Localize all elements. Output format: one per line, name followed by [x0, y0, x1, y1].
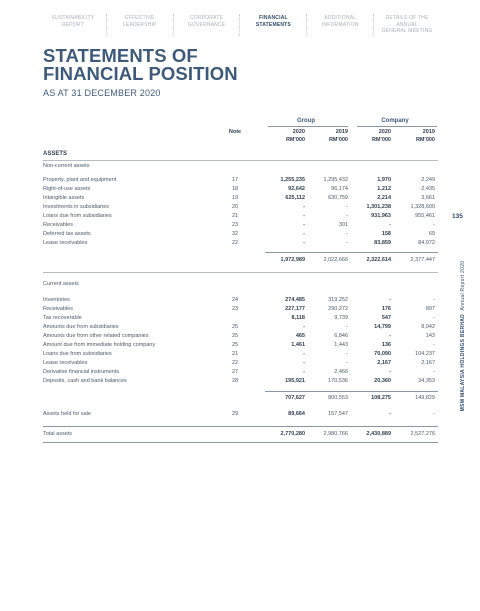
group-2019-value: 170,536: [328, 378, 348, 384]
group-2020-value: 89,664: [288, 411, 305, 417]
company-header-rule: [357, 126, 437, 127]
group-2019-value: 157,547: [328, 411, 348, 417]
company-2019-value: 143: [425, 333, 435, 339]
company-2019-value: 3,661: [421, 195, 435, 201]
company-2020-value: -: [389, 369, 391, 375]
group-2020-value: -: [303, 351, 305, 357]
table-row: [43, 221, 438, 229]
row-label: Amounts due from other related companies: [43, 333, 149, 339]
company-2020-value: 931,963: [371, 213, 391, 219]
company-2020-value: 14,799: [374, 324, 391, 330]
table-row: [43, 239, 438, 247]
nav-item-effective-leadership[interactable]: EFFECTIVE LEADERSHIP: [107, 14, 174, 36]
group-2020-value: 274,485: [285, 297, 305, 303]
company-2020-value: -: [389, 222, 391, 228]
group-2019-total-assets: 2,980,766: [323, 431, 348, 437]
unit-header: RM'000: [415, 137, 435, 143]
header-units-row: [43, 136, 438, 144]
company-2019-value: 104,237: [415, 351, 435, 357]
group-2020-value: -: [303, 222, 305, 228]
current-heading: Current assets: [43, 281, 79, 287]
row-note: 21: [231, 351, 239, 357]
table-row: [43, 212, 438, 220]
company-2019-value: -: [433, 222, 435, 228]
group-2019-value: 301: [338, 222, 348, 228]
unit-header: RM'000: [371, 137, 391, 143]
group-2019-subtotal: 800,553: [328, 395, 348, 401]
nav-item-financial-statements[interactable]: FINANCIAL STATEMENTS: [240, 14, 307, 36]
non-current-heading-row: [43, 162, 438, 170]
table-row: [43, 203, 438, 211]
group-2020-value: -: [303, 360, 305, 366]
company-2020-value: 70,090: [374, 351, 391, 357]
row-note: 32: [231, 231, 239, 237]
company-header: Company: [381, 118, 409, 124]
company-2020-value: 136: [381, 342, 391, 348]
row-note: 23: [231, 222, 239, 228]
company-2019-value: 69: [428, 231, 435, 237]
group-2020-subtotal: 707,627: [285, 395, 305, 401]
nav-item-agm-details[interactable]: DETAILS OF THE ANNUAL GENERAL MEETING: [381, 15, 433, 34]
unit-header: RM'000: [328, 137, 348, 143]
company-2020-total: 2,322,614: [366, 257, 391, 263]
row-note: 22: [231, 240, 239, 246]
row-label: Amount due from immediate holding company: [43, 342, 156, 348]
company-2019-total-assets: 2,527,276: [410, 431, 435, 437]
non-current-total-row: [43, 256, 438, 264]
table-row: [43, 296, 438, 304]
company-2020-value: 20,360: [374, 378, 391, 384]
company-2020-value: 1,212: [377, 186, 391, 192]
table-row: [43, 332, 438, 340]
company-2020-value: 176: [381, 306, 391, 312]
row-note: 25: [231, 333, 239, 339]
row-label: Receivables: [43, 306, 73, 312]
group-header: Group: [297, 118, 315, 124]
assets-heading-row: [43, 150, 438, 158]
row-note: 20: [231, 204, 239, 210]
table-row: [43, 359, 438, 367]
side-report-name: Annual Report 2020: [460, 260, 466, 311]
company-2019-value: -: [433, 411, 435, 417]
row-label: Lease receivables: [43, 240, 88, 246]
side-company-name: MSM MALAYSIA HOLDINGS BERHAD: [460, 313, 466, 412]
group-2019-value: -: [346, 324, 348, 330]
company-2020-total-assets: 2,430,889: [366, 431, 391, 437]
nav-item-additional-information[interactable]: ADDITIONAL INFORMATION: [307, 14, 374, 36]
year-header: 2019: [335, 129, 348, 135]
total-assets-row: [43, 430, 438, 438]
year-header: 2020: [292, 129, 305, 135]
row-note: 25: [231, 342, 239, 348]
table-row: [43, 323, 438, 331]
row-label: Lease receivables: [43, 360, 88, 366]
company-2020-value: -: [389, 411, 391, 417]
group-2020-value: -: [303, 231, 305, 237]
table-row: [43, 368, 438, 376]
company-2019-value: 2,167: [421, 360, 435, 366]
row-label: Tax recoverable: [43, 315, 82, 321]
table-row: [43, 341, 438, 349]
row-label: Inventories: [43, 297, 70, 303]
group-2020-value: 8,118: [291, 315, 305, 321]
company-2019-subtotal: 149,829: [415, 395, 435, 401]
group-2019-total: 2,022,666: [323, 257, 348, 263]
company-2019-value: 897: [425, 306, 435, 312]
group-2019-value: -: [346, 351, 348, 357]
group-2020-value: 227,177: [285, 306, 305, 312]
row-label: Investments in subsidiaries: [43, 204, 110, 210]
row-label: Derivative financial instruments: [43, 369, 120, 375]
row-note: 21: [231, 213, 239, 219]
row-label: Loans due from subsidiaries: [43, 351, 112, 357]
company-2020-value: 158: [381, 231, 391, 237]
total-assets-label: Total assets: [43, 431, 73, 437]
group-2019-value: 290,272: [328, 306, 348, 312]
group-2020-value: 465: [295, 333, 305, 339]
group-2020-value: -: [303, 204, 305, 210]
page-title: STATEMENTS OF FINANCIAL POSITION: [43, 45, 238, 84]
note-header: Note: [228, 129, 242, 135]
subtotal-rule: [265, 252, 438, 253]
row-label: Intangible assets: [43, 195, 85, 201]
table-row: [43, 314, 438, 322]
divider: [43, 160, 438, 161]
company-2019-value: 955,461: [415, 213, 435, 219]
group-2019-value: 9,739: [334, 315, 348, 321]
group-2019-value: -: [346, 360, 348, 366]
section-nav: [40, 14, 440, 36]
group-2019-value: -: [346, 213, 348, 219]
row-label: Right-of-use assets: [43, 186, 91, 192]
row-label: Deferred tax assets: [43, 231, 91, 237]
group-2020-value: -: [303, 369, 305, 375]
current-heading-row: [43, 280, 438, 288]
row-label: Assets held for sale: [43, 411, 91, 417]
table-row: [43, 350, 438, 358]
table-row: [43, 194, 438, 202]
group-2020-value: 92,642: [288, 186, 305, 192]
company-2020-value: 547: [381, 315, 391, 321]
group-2019-value: -: [346, 204, 348, 210]
group-2019-value: 1,443: [334, 342, 348, 348]
row-label: Deposits, cash and bank balances: [43, 378, 127, 384]
row-note: 27: [231, 369, 239, 375]
company-2020-value: 1,970: [377, 177, 391, 183]
row-label: Loans due from subsidiaries: [43, 213, 112, 219]
nav-item-corporate-governance[interactable]: CORPORATE GOVERNANCE: [174, 14, 241, 36]
company-2019-value: 84,972: [418, 240, 435, 246]
company-2019-value: 2,249: [421, 177, 435, 183]
year-header: 2019: [422, 129, 435, 135]
row-note: 24: [231, 297, 239, 303]
group-2020-value: 625,112: [285, 195, 305, 201]
held-for-sale-row: [43, 410, 438, 418]
assets-heading: ASSETS: [43, 151, 68, 157]
row-note: 18: [231, 186, 239, 192]
company-2020-value: 2,214: [377, 195, 391, 201]
total-rule-top: [43, 426, 438, 427]
company-2020-value: -: [389, 333, 391, 339]
row-note: 23: [231, 306, 239, 312]
group-2019-value: 2,466: [334, 369, 348, 375]
company-2020-value: 2,167: [377, 360, 391, 366]
company-2020-value: 1,301,238: [366, 204, 391, 210]
page-number: 135: [452, 213, 463, 220]
group-2020-value: 1,255,235: [280, 177, 305, 183]
company-2019-value: 34,353: [418, 378, 435, 384]
company-2019-value: -: [433, 297, 435, 303]
row-note: 25: [231, 324, 239, 330]
divider: [43, 272, 438, 273]
company-2019-total: 2,377,447: [410, 257, 435, 263]
group-2019-value: 96,174: [331, 186, 348, 192]
group-2019-value: -: [346, 231, 348, 237]
group-2019-value: 630,759: [328, 195, 348, 201]
row-label: Property, plant and equipment: [43, 177, 117, 183]
row-note: 19: [231, 195, 239, 201]
total-rule-bottom: [43, 442, 438, 443]
row-label: Receivables: [43, 222, 73, 228]
group-2020-value: -: [303, 240, 305, 246]
side-running-title: [460, 261, 466, 412]
non-current-heading: Non-current assets: [43, 163, 90, 169]
group-header-rule: [268, 126, 348, 127]
table-row: [43, 377, 438, 385]
group-2020-value: 1,461: [291, 342, 305, 348]
nav-item-sustainability-report[interactable]: SUSTAINABILITY REPORT: [40, 14, 107, 36]
group-2020-value: 195,921: [285, 378, 305, 384]
company-2020-subtotal: 108,275: [371, 395, 391, 401]
row-label: Amounts due from subsidiaries: [43, 324, 119, 330]
header-years-row: [43, 128, 438, 136]
company-2019-value: -: [433, 342, 435, 348]
company-2019-value: 2,435: [421, 186, 435, 192]
unit-header: RM'000: [285, 137, 305, 143]
table-row: [43, 305, 438, 313]
row-note: 28: [231, 378, 239, 384]
group-2020-total-assets: 2,770,280: [280, 431, 305, 437]
row-note: 17: [231, 177, 239, 183]
group-2020-value: -: [303, 324, 305, 330]
group-2019-value: -: [346, 240, 348, 246]
subtotal-rule: [265, 391, 438, 392]
group-2019-value: 1,295,432: [323, 177, 348, 183]
year-header: 2020: [378, 129, 391, 135]
table-row: [43, 230, 438, 238]
company-2019-value: -: [433, 369, 435, 375]
company-2019-value: -: [433, 315, 435, 321]
company-2019-value: 1,328,600: [410, 204, 435, 210]
group-2019-value: 319,252: [328, 297, 348, 303]
company-2020-value: -: [389, 297, 391, 303]
table-row: [43, 185, 438, 193]
page-subtitle: AS AT 31 DECEMBER 2020: [43, 88, 161, 98]
row-note: 22: [231, 360, 239, 366]
company-2019-value: 8,042: [421, 324, 435, 330]
group-2020-value: -: [303, 213, 305, 219]
current-subtotal-row: [43, 394, 438, 402]
group-2019-value: 6,846: [334, 333, 348, 339]
row-note: 29: [231, 411, 239, 417]
table-row: [43, 176, 438, 184]
company-2020-value: 83,859: [374, 240, 391, 246]
group-2020-total: 1,972,989: [280, 257, 305, 263]
